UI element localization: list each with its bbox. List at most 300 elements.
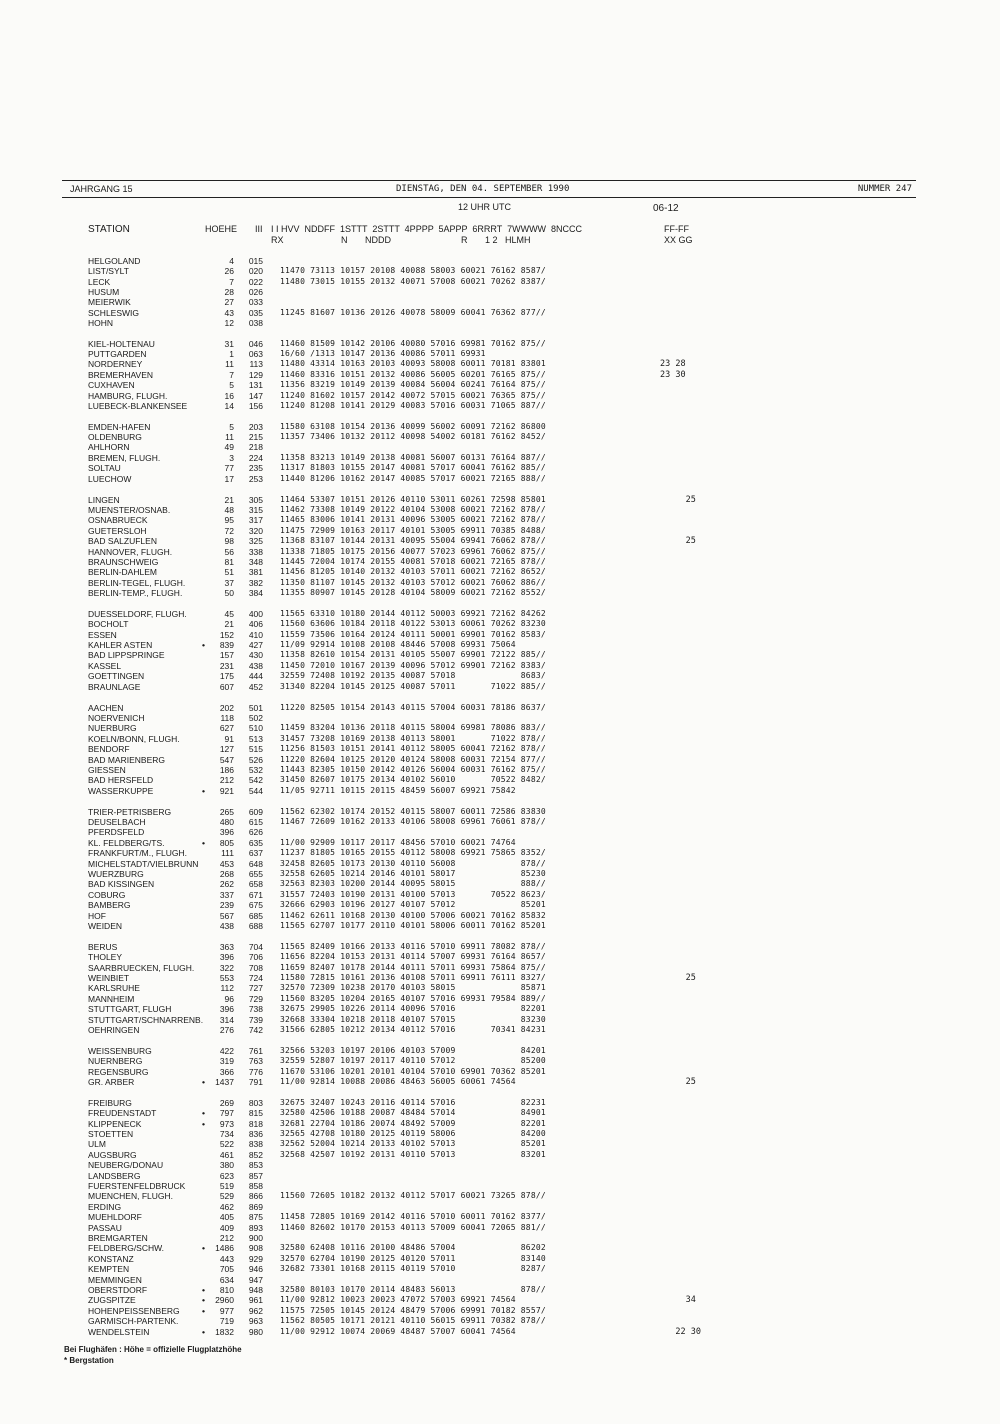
station-hoehe: 734 xyxy=(219,1129,234,1139)
table-row xyxy=(0,1171,1000,1181)
table-row xyxy=(0,557,1000,567)
observation-codes: 11467 72609 10162 20133 40106 58008 69961 76061 878// xyxy=(280,817,546,826)
station-id: 729 xyxy=(248,994,263,1004)
observation-codes: 11445 72004 10174 20155 40081 57018 60021 72165 878// xyxy=(280,557,546,566)
station-id: 961 xyxy=(248,1295,263,1305)
station-hoehe: 1486 xyxy=(215,1243,234,1253)
table-row xyxy=(0,630,1000,640)
table-row xyxy=(0,1202,1000,1212)
table-row xyxy=(0,661,1000,671)
table-row xyxy=(0,838,1000,848)
station-id: 131 xyxy=(248,380,263,390)
observation-codes: 11/00 92912 10074 20069 48487 57007 60041 74564 xyxy=(280,1327,516,1336)
report-date: DIENSTAG, DEN 04. SEPTEMBER 1990 xyxy=(396,184,570,194)
station-id: 381 xyxy=(248,567,263,577)
table-row xyxy=(0,703,1000,713)
station-id: 838 xyxy=(248,1139,263,1149)
station-name: BOCHOLT xyxy=(88,619,129,629)
station-id: 035 xyxy=(248,308,263,318)
observation-codes: 11559 73506 10164 20124 40111 50001 69901 70162 8583/ xyxy=(280,630,546,639)
station-name: WASSERKUPPE xyxy=(88,786,154,796)
observation-codes: 32570 72309 10238 20170 40103 58015 85871 xyxy=(280,983,546,992)
station-hoehe: 810 xyxy=(219,1285,234,1295)
station-hoehe: 45 xyxy=(224,609,234,619)
observation-codes: 11462 73308 10149 20122 40104 53008 60021 72162 878// xyxy=(280,505,546,514)
observation-codes: 11/00 92812 10023 20023 47072 57003 69921 74564 xyxy=(280,1295,516,1304)
observation-codes: 32675 32407 10243 20116 40114 57016 82231 xyxy=(280,1098,546,1107)
station-hoehe: 567 xyxy=(219,911,234,921)
station-hoehe: 91 xyxy=(224,734,234,744)
observation-codes: 11220 82505 10154 20143 40115 57004 60031 78186 8637/ xyxy=(280,703,546,712)
table-row xyxy=(0,1098,1000,1108)
footnote-mountain: * Bergstation xyxy=(64,1356,114,1365)
station-name: STUTTGART/SCHNARRENB. xyxy=(88,1015,204,1025)
table-row xyxy=(0,869,1000,879)
station-id: 315 xyxy=(248,505,263,515)
station-name: KL. FELDBERG/TS. xyxy=(88,838,165,848)
observation-codes: 11/09 92914 10108 20108 48446 57008 69931 75064 xyxy=(280,640,516,649)
station-name: DUESSELDORF, FLUGH. xyxy=(88,609,187,619)
table-row xyxy=(0,1129,1000,1139)
station-id: 382 xyxy=(248,578,263,588)
station-hoehe: 16 xyxy=(224,391,234,401)
station-hoehe: 623 xyxy=(219,1171,234,1181)
table-row xyxy=(0,495,1000,505)
station-id: 724 xyxy=(248,973,263,983)
table-row xyxy=(0,1139,1000,1149)
station-hoehe: 231 xyxy=(219,661,234,671)
observation-codes: 11460 81509 10142 20106 40080 57016 69981 70162 875// xyxy=(280,339,546,348)
station-hoehe: 529 xyxy=(219,1191,234,1201)
station-id: 609 xyxy=(248,807,263,817)
station-hoehe: 31 xyxy=(224,339,234,349)
station-name: HELGOLAND xyxy=(88,256,141,266)
observation-codes: 11440 81206 10162 20147 40085 57017 60021 72165 888// xyxy=(280,474,546,483)
station-name: MEIERWIK xyxy=(88,297,131,307)
observation-codes: 11462 62611 10168 20130 40100 57006 60021 70162 85832 xyxy=(280,911,546,920)
station-hoehe: 443 xyxy=(219,1254,234,1264)
observation-codes: 32559 72408 10192 20135 40087 57018 8683/ xyxy=(280,671,546,680)
station-name: HUSUM xyxy=(88,287,120,297)
observation-codes: 11565 63310 10180 20144 40112 50003 69921 72162 84262 xyxy=(280,609,546,618)
station-name: PASSAU xyxy=(88,1223,122,1233)
table-row xyxy=(0,671,1000,681)
table-row xyxy=(0,640,1000,650)
station-name: LANDSBERG xyxy=(88,1171,141,1181)
station-id: 430 xyxy=(248,650,263,660)
table-row xyxy=(0,1119,1000,1129)
station-name: MEMMINGEN xyxy=(88,1275,142,1285)
station-name: OLDENBURG xyxy=(88,432,142,442)
station-id: 046 xyxy=(248,339,263,349)
gust-values: 25 xyxy=(660,1077,696,1087)
mountain-station-marker: • xyxy=(202,1285,205,1295)
station-name: ZUGSPITZE xyxy=(88,1295,136,1305)
station-hoehe: 3 xyxy=(229,453,234,463)
station-id: 215 xyxy=(248,432,263,442)
observation-codes: 32570 62704 10190 20125 40120 57011 83140 xyxy=(280,1254,546,1263)
table-row xyxy=(0,1150,1000,1160)
station-id: 635 xyxy=(248,838,263,848)
station-name: BAD KISSINGEN xyxy=(88,879,155,889)
station-hoehe: 77 xyxy=(224,463,234,473)
station-name: GUETERSLOH xyxy=(88,526,147,536)
station-hoehe: 175 xyxy=(219,671,234,681)
station-id: 688 xyxy=(248,921,263,931)
station-id: 875 xyxy=(248,1212,263,1222)
station-hoehe: 111 xyxy=(221,848,234,858)
station-hoehe: 81 xyxy=(224,557,234,567)
observation-codes: 32558 62605 10214 20146 40101 58017 85230 xyxy=(280,869,546,878)
table-row xyxy=(0,859,1000,869)
station-hoehe: 2960 xyxy=(215,1295,234,1305)
station-id: 803 xyxy=(248,1098,263,1108)
station-id: 615 xyxy=(248,817,263,827)
station-hoehe: 50 xyxy=(224,588,234,598)
station-id: 452 xyxy=(248,682,263,692)
station-name: KOELN/BONN, FLUGH. xyxy=(88,734,180,744)
table-row xyxy=(0,609,1000,619)
observation-codes: 31457 73208 10169 20138 40113 58001 71022 878// xyxy=(280,734,546,743)
station-name: AHLHORN xyxy=(88,442,130,452)
mountain-station-marker: • xyxy=(202,1077,205,1087)
station-name: KEMPTEN xyxy=(88,1264,130,1274)
station-id: 410 xyxy=(248,630,263,640)
observation-codes: 32563 82303 10200 20144 40095 58015 888// xyxy=(280,879,546,888)
observation-codes: 11565 82409 10166 20133 40116 57010 69911 78082 878// xyxy=(280,942,546,951)
station-hoehe: 157 xyxy=(219,650,234,660)
table-row xyxy=(0,1077,1000,1087)
station-name: NUERBURG xyxy=(88,723,137,733)
table-row xyxy=(0,765,1000,775)
observation-codes: 11355 80907 10145 20128 40104 58009 60021 72162 8552/ xyxy=(280,588,546,597)
station-hoehe: 72 xyxy=(224,526,234,536)
station-hoehe: 43 xyxy=(224,308,234,318)
station-id: 776 xyxy=(248,1067,263,1077)
table-row xyxy=(0,567,1000,577)
station-name: GARMISCH-PARTENK. xyxy=(88,1316,179,1326)
station-name: KLIPPENECK xyxy=(88,1119,142,1129)
observation-codes: 11358 82610 10154 20131 40105 55007 69901 72122 885// xyxy=(280,650,546,659)
gust-values: 34 xyxy=(660,1295,696,1305)
station-name: NEUBERG/DONAU xyxy=(88,1160,164,1170)
station-id: 791 xyxy=(248,1077,263,1087)
table-row xyxy=(0,401,1000,411)
station-id: 763 xyxy=(248,1056,263,1066)
station-id: 501 xyxy=(248,703,263,713)
station-id: 857 xyxy=(248,1171,263,1181)
station-hoehe: 522 xyxy=(219,1139,234,1149)
station-id: 113 xyxy=(249,359,263,369)
station-name: WEIDEN xyxy=(88,921,122,931)
station-name: NOERVENICH xyxy=(88,713,145,723)
observation-codes: 11450 72010 10167 20139 40096 57012 69901 72162 8383/ xyxy=(280,661,546,670)
observation-codes: 11464 53307 10151 20126 40110 53011 60261 72598 85801 xyxy=(280,495,546,504)
station-hoehe: 152 xyxy=(219,630,234,640)
iii-column-header: III xyxy=(255,224,263,234)
station-id: 063 xyxy=(248,349,263,359)
station-id: 338 xyxy=(248,547,263,557)
station-name: LINGEN xyxy=(88,495,120,505)
observation-codes: 32682 73301 10168 20115 40119 57010 8287/ xyxy=(280,1264,546,1273)
station-hoehe: 118 xyxy=(220,713,234,723)
table-row xyxy=(0,1295,1000,1305)
station-hoehe: 212 xyxy=(219,775,234,785)
station-hoehe: 314 xyxy=(219,1015,234,1025)
station-id: 532 xyxy=(248,765,263,775)
station-id: 038 xyxy=(248,318,263,328)
station-name: LECK xyxy=(88,277,111,287)
table-row xyxy=(0,713,1000,723)
mountain-station-marker: • xyxy=(202,1243,205,1253)
table-row xyxy=(0,536,1000,546)
station-name: SCHLESWIG xyxy=(88,308,140,318)
station-name: PUTTGARDEN xyxy=(88,349,147,359)
station-name: WEISSENBURG xyxy=(88,1046,152,1056)
gust-values: 25 xyxy=(660,536,696,546)
station-id: 147 xyxy=(248,391,263,401)
observation-codes: 11580 72815 10161 20136 40108 57011 69911 76111 8327/ xyxy=(280,973,546,982)
table-row xyxy=(0,1316,1000,1326)
station-hoehe: 265 xyxy=(219,807,234,817)
table-row xyxy=(0,1285,1000,1295)
station-id: 947 xyxy=(248,1275,263,1285)
station-name: LIST/SYLT xyxy=(88,266,129,276)
gust-values: 22 30 xyxy=(660,1327,701,1337)
table-row xyxy=(0,775,1000,785)
station-hoehe: 396 xyxy=(219,952,234,962)
station-hoehe: 5 xyxy=(229,422,234,432)
table-row xyxy=(0,1254,1000,1264)
table-row xyxy=(0,900,1000,910)
observation-codes: 11560 72605 10182 20132 40112 57017 60021 73265 878// xyxy=(280,1191,546,1200)
station-id: 218 xyxy=(248,442,263,452)
station-name: NORDERNEY xyxy=(88,359,143,369)
station-id: 427 xyxy=(248,640,263,650)
station-id: 384 xyxy=(248,588,263,598)
table-row xyxy=(0,1306,1000,1316)
station-hoehe: 453 xyxy=(219,859,234,869)
station-name: THOLEY xyxy=(88,952,123,962)
table-row xyxy=(0,1004,1000,1014)
observation-codes: 11338 71805 10175 20156 40077 57023 69961 76062 875// xyxy=(280,547,546,556)
station-hoehe: 322 xyxy=(219,963,234,973)
observation-codes: 11465 83006 10141 20131 40096 53005 60021 72162 878// xyxy=(280,515,546,524)
station-hoehe: 212 xyxy=(219,1233,234,1243)
table-row xyxy=(0,650,1000,660)
observation-codes: 11356 83219 10149 20139 40084 56004 60241 76164 875// xyxy=(280,380,546,389)
station-name: BRAUNSCHWEIG xyxy=(88,557,159,567)
station-id: 502 xyxy=(248,713,263,723)
observation-codes: 32458 82605 10173 20130 40110 56008 878// xyxy=(280,859,546,868)
station-hoehe: 396 xyxy=(219,827,234,837)
station-id: 513 xyxy=(248,734,263,744)
station-id: 406 xyxy=(248,619,263,629)
station-hoehe: 95 xyxy=(224,515,234,525)
table-row xyxy=(0,848,1000,858)
station-name: MUEHLDORF xyxy=(88,1212,142,1222)
station-id: 156 xyxy=(248,401,263,411)
station-id: 325 xyxy=(248,536,263,546)
ff-header-line1: FF-FF xyxy=(664,224,689,234)
station-id: 908 xyxy=(248,1243,263,1253)
observation-codes: 11357 73406 10132 20112 40098 54002 60181 76162 8452/ xyxy=(280,432,546,441)
station-name: EMDEN-HAFEN xyxy=(88,422,151,432)
station-hoehe: 48 xyxy=(224,505,234,515)
station-name: WENDELSTEIN xyxy=(88,1327,150,1337)
table-row xyxy=(0,911,1000,921)
table-row xyxy=(0,1233,1000,1243)
station-name: KAHLER ASTEN xyxy=(88,640,153,650)
station-hoehe: 4 xyxy=(229,256,234,266)
station-id: 033 xyxy=(248,297,263,307)
station-id: 761 xyxy=(248,1046,263,1056)
station-hoehe: 607 xyxy=(219,682,234,692)
observation-codes: 11220 82604 10125 20120 40124 58008 60031 72154 877// xyxy=(280,755,546,764)
gust-values: 25 xyxy=(660,973,696,983)
observation-codes: 11256 81503 10151 20141 40112 58005 60041 72162 878// xyxy=(280,744,546,753)
station-name: COBURG xyxy=(88,890,126,900)
table-row xyxy=(0,744,1000,754)
table-row xyxy=(0,391,1000,401)
station-hoehe: 262 xyxy=(219,879,234,889)
table-row xyxy=(0,1160,1000,1170)
observation-codes: 11368 83107 10144 20131 40095 55004 69941 76062 878// xyxy=(280,536,546,545)
station-name: PFERDSFELD xyxy=(88,827,145,837)
station-hoehe: 186 xyxy=(219,765,234,775)
station-name: FREUDENSTADT xyxy=(88,1108,157,1118)
station-id: 685 xyxy=(248,911,263,921)
observation-codes: 32580 80103 10170 20114 48483 56013 878// xyxy=(280,1285,546,1294)
station-name: BERLIN-TEMP., FLUGH. xyxy=(88,588,183,598)
table-row xyxy=(0,463,1000,473)
observation-codes: 32566 53203 10197 20106 40103 57009 84201 xyxy=(280,1046,546,1055)
station-name: AACHEN xyxy=(88,703,124,713)
observation-codes: 32559 52807 10197 20117 40110 57012 85200 xyxy=(280,1056,546,1065)
station-id: 235 xyxy=(248,463,263,473)
station-id: 929 xyxy=(248,1254,263,1264)
station-hoehe: 719 xyxy=(219,1316,234,1326)
observation-codes: 32681 22704 10186 20074 48492 57009 82201 xyxy=(280,1119,546,1128)
table-row xyxy=(0,359,1000,369)
table-row xyxy=(0,994,1000,1004)
observation-codes: 11480 73015 10155 20132 40071 57008 60021 70262 8387/ xyxy=(280,277,546,286)
mountain-station-marker: • xyxy=(202,640,205,650)
station-hoehe: 11 xyxy=(225,359,234,369)
table-row xyxy=(0,879,1000,889)
station-id: 637 xyxy=(248,848,263,858)
observation-codes: 11580 63108 10154 20136 40099 56002 60091 72162 86800 xyxy=(280,422,546,431)
station-name: BAD MARIENBERG xyxy=(88,755,165,765)
station-name: BERUS xyxy=(88,942,118,952)
station-column-header: STATION xyxy=(88,224,130,235)
codes-column-subheader: RX N NDDD R 1 2 HLMH xyxy=(271,235,531,245)
station-id: 544 xyxy=(248,786,263,796)
table-row xyxy=(0,578,1000,588)
table-row xyxy=(0,453,1000,463)
station-hoehe: 37 xyxy=(224,578,234,588)
station-hoehe: 202 xyxy=(219,703,234,713)
observation-codes: 11350 81107 10145 20132 40103 57012 60021 76062 886// xyxy=(280,578,546,587)
table-row xyxy=(0,1191,1000,1201)
station-hoehe: 396 xyxy=(219,1004,234,1014)
station-id: 836 xyxy=(248,1129,263,1139)
station-id: 738 xyxy=(248,1004,263,1014)
station-id: 655 xyxy=(248,869,263,879)
table-row xyxy=(0,723,1000,733)
station-id: 648 xyxy=(248,859,263,869)
observation-codes: 32565 42708 10180 20125 40119 58006 84200 xyxy=(280,1129,546,1138)
station-name: BAD HERSFELD xyxy=(88,775,154,785)
station-id: 704 xyxy=(248,942,263,952)
observation-codes: 11458 72805 10169 20142 40116 57010 60011 70162 8377/ xyxy=(280,1212,546,1221)
station-hoehe: 973 xyxy=(219,1119,234,1129)
observation-codes: 32568 42507 10192 20131 40110 57013 83201 xyxy=(280,1150,546,1159)
station-hoehe: 12 xyxy=(224,318,234,328)
station-name: MUENSTER/OSNAB. xyxy=(88,505,171,515)
station-hoehe: 49 xyxy=(224,442,234,452)
observation-codes: 11/00 92909 10117 20117 48456 57010 60021 74764 xyxy=(280,838,516,847)
observation-codes: 11475 72909 10163 20117 40101 53005 69911 70385 8488/ xyxy=(280,526,546,535)
station-name: HOHENPEISSENBERG xyxy=(88,1306,180,1316)
station-id: 444 xyxy=(248,671,263,681)
station-id: 869 xyxy=(248,1202,263,1212)
table-row xyxy=(0,1275,1000,1285)
table-row xyxy=(0,287,1000,297)
station-hoehe: 96 xyxy=(224,994,234,1004)
station-hoehe: 422 xyxy=(219,1046,234,1056)
station-name: KASSEL xyxy=(88,661,122,671)
station-name: OSNABRUECK xyxy=(88,515,148,525)
station-id: 026 xyxy=(248,287,263,297)
station-id: 348 xyxy=(248,557,263,567)
station-hoehe: 5 xyxy=(229,380,234,390)
station-name: AUGSBURG xyxy=(88,1150,137,1160)
observation-codes: 11565 62707 10177 20110 40101 58006 60011 70162 85201 xyxy=(280,921,546,930)
observation-codes: 31450 82607 10175 20134 40102 56010 70522 8482/ xyxy=(280,775,546,784)
station-name: BAMBERG xyxy=(88,900,131,910)
station-name: MUENCHEN, FLUGH. xyxy=(88,1191,174,1201)
station-id: 980 xyxy=(248,1327,263,1337)
mountain-station-marker: • xyxy=(202,1327,205,1337)
station-id: 020 xyxy=(248,266,263,276)
station-hoehe: 112 xyxy=(220,983,234,993)
station-hoehe: 7 xyxy=(229,277,234,287)
station-hoehe: 627 xyxy=(219,723,234,733)
station-id: 671 xyxy=(248,890,263,900)
station-id: 317 xyxy=(248,515,263,525)
codes-column-header: I I HVV NDDFF 1STTT 2STTT 4PPPP 5APPP 6RRRT 7WWWW 8NCCC xyxy=(271,224,583,234)
table-row xyxy=(0,442,1000,452)
station-hoehe: 480 xyxy=(219,817,234,827)
table-row xyxy=(0,1067,1000,1077)
station-hoehe: 11 xyxy=(225,432,234,442)
station-hoehe: 363 xyxy=(219,942,234,952)
observation-codes: 31340 82204 10145 20125 40087 57011 71022 885// xyxy=(280,682,546,691)
station-name: LUEBECK-BLANKENSEE xyxy=(88,401,188,411)
station-id: 675 xyxy=(248,900,263,910)
table-row xyxy=(0,474,1000,484)
table-row xyxy=(0,786,1000,796)
observation-codes: 32562 52004 10214 20133 40102 57013 85201 xyxy=(280,1139,546,1148)
station-id: 815 xyxy=(248,1108,263,1118)
station-name: ULM xyxy=(88,1139,106,1149)
table-row xyxy=(0,277,1000,287)
observation-codes: 31557 72403 10190 20131 40100 57013 70522 8623/ xyxy=(280,890,546,899)
table-row xyxy=(0,526,1000,536)
station-id: 946 xyxy=(248,1264,263,1274)
station-id: 626 xyxy=(248,827,263,837)
